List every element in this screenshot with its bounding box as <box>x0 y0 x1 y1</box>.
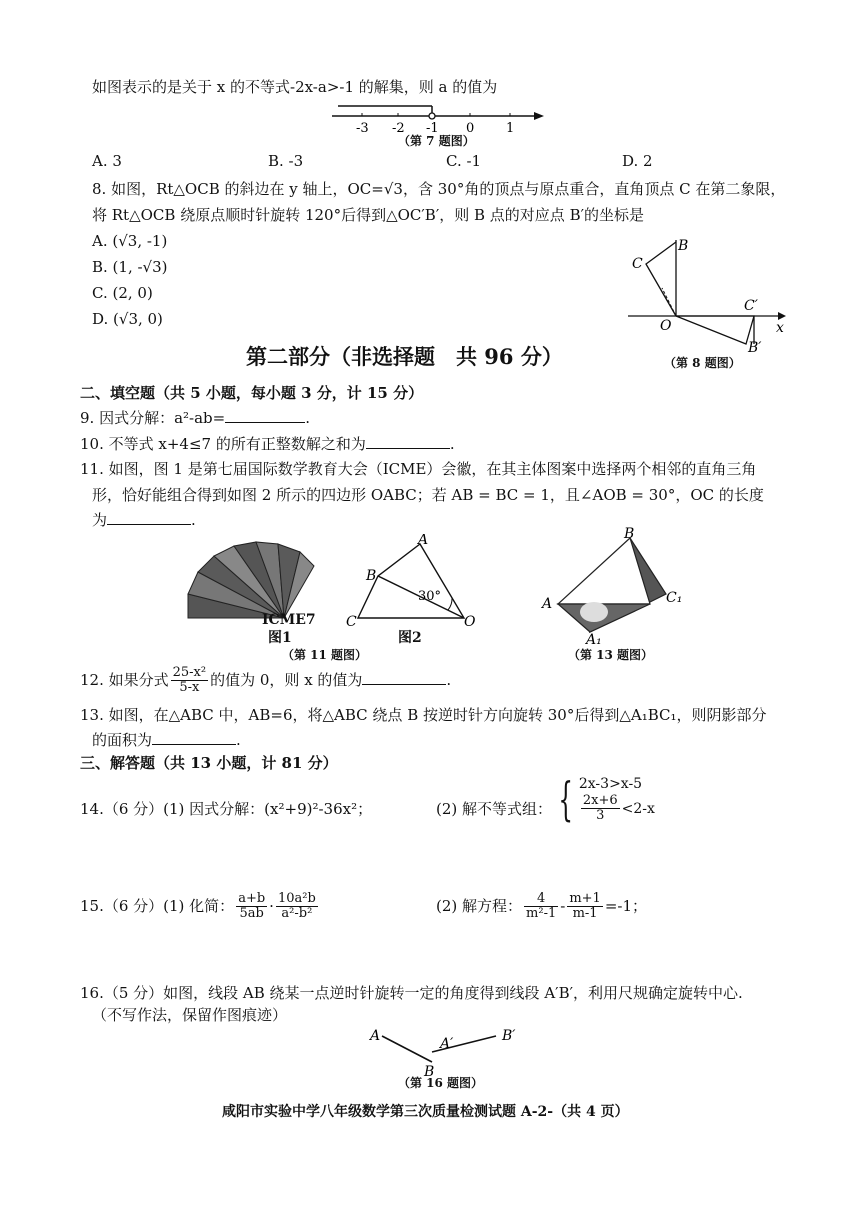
label-b1: B′ <box>748 340 762 356</box>
q15-part2-label: (2) 解方程： <box>436 896 523 915</box>
q9-end: . <box>305 409 310 427</box>
q8-option-a: A. (√3, -1) <box>92 232 168 250</box>
q8-line1: 8. 如图，Rt△OCB 的斜边在 y 轴上，OC=√3，含 30°角的顶点与原点重合，直角顶点 C 在第二象限， <box>92 180 786 198</box>
fraction-1 <box>236 892 267 922</box>
numerator: 4 <box>524 892 558 907</box>
label-o: O <box>464 614 476 630</box>
denominator: 5-x <box>179 680 200 696</box>
section3-heading: 三、解答题（共 13 小题，计 81 分） <box>80 754 338 772</box>
q7-caption: （第 7 题图） <box>398 134 475 148</box>
q16-figure <box>366 1024 536 1078</box>
dot-operator: · <box>269 896 274 915</box>
angle-label: 30° <box>418 589 442 604</box>
label-b: B <box>678 238 689 254</box>
q12-pre: 12. 如果分式 <box>80 670 169 689</box>
q9 <box>80 408 310 428</box>
fraction-2 <box>276 892 318 922</box>
section2-heading: 二、填空题（共 5 小题，每小题 3 分，计 15 分） <box>80 384 424 402</box>
q9-text: 9. 因式分解：a²-ab= <box>80 409 226 427</box>
q7-stem: 如图表示的是关于 x 的不等式-2x-a>-1 的解集，则 a 的值为 <box>92 78 498 96</box>
q7-option-b: B. -3 <box>268 152 304 170</box>
label-a: A <box>542 596 553 612</box>
label-c: C <box>632 256 643 272</box>
q10 <box>80 434 455 454</box>
answer-blank <box>225 408 305 423</box>
q8-line2: 将 Rt△OCB 绕原点顺时针旋转 120°后得到△OC′B′，则 B 点的对应点 B′的坐标是 <box>92 206 644 224</box>
q7-option-a: A. 3 <box>92 152 122 170</box>
q10-end: . <box>449 435 455 453</box>
denominator: 3 <box>596 807 605 823</box>
q13-figure <box>538 524 688 644</box>
q12-end: . <box>446 670 452 689</box>
q12 <box>80 666 451 696</box>
denominator: 5ab <box>239 906 264 922</box>
ineq2-rest: <2-x <box>621 800 655 817</box>
label-a: A <box>418 534 429 548</box>
label-c: C <box>346 614 357 630</box>
q14-part2 <box>436 772 655 826</box>
minus-operator: - <box>560 896 566 915</box>
q7-option-d: D. 2 <box>622 152 653 170</box>
label-b: B <box>424 1064 435 1078</box>
q11-line2: 形，恰好能组合得到如图 2 所示的四边形 OABC；若 AB = BC = 1，且∠AOB = 30°，OC 的长度 <box>92 486 764 504</box>
q13-end: . <box>236 731 241 749</box>
denominator: m²-1 <box>526 906 557 922</box>
label-o: O <box>660 318 672 334</box>
tick-label: 0 <box>466 121 475 136</box>
page-footer: 咸阳市实验中学八年级数学第三次质量检测试题 A-2-（共 4 页） <box>222 1104 629 1120</box>
q15-part1-label: 15.（6 分）(1) 化简： <box>80 896 235 915</box>
q12-fraction <box>171 666 208 696</box>
answer-blank <box>107 510 191 525</box>
label-c1: C₁ <box>666 590 683 606</box>
label-b: B <box>366 568 377 584</box>
q13-line2-text: 的面积为 <box>92 731 153 749</box>
fig1-label: 图1 <box>268 630 292 646</box>
numerator: 25-x² <box>172 665 207 680</box>
q11-line3-text: 为 <box>92 511 108 529</box>
q14-part1: 14.（6 分）(1) 因式分解：(x²+9)²-36x²； <box>80 800 373 818</box>
label-x: x <box>776 320 784 336</box>
q11-end: . <box>191 511 196 529</box>
fraction-3 <box>524 892 558 922</box>
tick-label: 1 <box>506 121 515 136</box>
q7-option-c: C. -1 <box>446 152 482 170</box>
q14-part2-label: (2) 解不等式组： <box>436 800 553 818</box>
part2-title: 第二部分（非选择题 共 96 分） <box>246 344 563 369</box>
numerator: 10a²b <box>277 891 316 906</box>
q16-line1: 16.（5 分）如图，线段 AB 绕某一点逆时针旋转一定的角度得到线段 A′B′，利用尺规确定旋转中心. <box>80 984 743 1002</box>
brace: { <box>558 772 573 826</box>
q8-option-c: C. (2, 0) <box>92 284 153 302</box>
fig2-label: 图2 <box>398 630 422 646</box>
denominator: a²-b² <box>281 906 313 922</box>
label-c1: C′ <box>744 298 758 314</box>
q16-caption: （第 16 题图） <box>398 1076 484 1090</box>
q13-line2 <box>92 730 241 750</box>
q13-caption: （第 13 题图） <box>568 648 654 662</box>
q12-post: 的值为 0，则 x 的值为 <box>210 670 363 689</box>
q10-text: 10. 不等式 x+4≤7 的所有正整数解之和为 <box>80 435 366 453</box>
label-b1: B′ <box>502 1028 516 1044</box>
numerator: 2x+6 <box>582 792 618 808</box>
answer-blank <box>366 434 450 449</box>
q15-part1 <box>80 892 320 922</box>
numerator: a+b <box>238 891 266 906</box>
quadrilateral-oabc <box>340 534 490 634</box>
label-a1: A′ <box>440 1036 454 1052</box>
label-b: B <box>624 526 635 542</box>
q13-line1: 13. 如图，在△ABC 中，AB=6，将△ABC 绕点 B 按逆时针方向旋转 30°后得到△A₁BC₁，则阴影部分 <box>80 706 767 724</box>
tick-label: -1 <box>426 121 439 136</box>
q11-line1: 11. 如图，图 1 是第七届国际数学教育大会（ICME）会徽，在其主体图案中选择两个相邻的直角三角 <box>80 460 757 478</box>
tick-label: -2 <box>392 121 405 136</box>
label-a: A <box>370 1028 381 1044</box>
q8-option-d: D. (√3, 0) <box>92 310 163 328</box>
rhs: =-1； <box>604 896 647 915</box>
answer-blank <box>362 670 446 685</box>
q15-part2 <box>436 892 647 922</box>
label-a1: A₁ <box>586 632 602 644</box>
tick-label: -3 <box>356 121 369 136</box>
q11-caption: （第 11 题图） <box>282 648 368 662</box>
ineq2-fraction <box>581 794 620 824</box>
q8-caption: （第 8 题图） <box>664 356 741 370</box>
q16-line2: （不写作法，保留作图痕迹） <box>92 1006 288 1024</box>
denominator: m-1 <box>572 906 598 922</box>
q8-option-b: B. (1, -√3) <box>92 258 168 276</box>
q8-figure <box>620 232 790 362</box>
numerator: m+1 <box>569 891 601 906</box>
icme-text: ICME7 <box>262 612 316 628</box>
ineq1: 2x-3>x-5 <box>578 776 643 792</box>
fraction-4 <box>567 892 603 922</box>
answer-blank <box>152 730 236 745</box>
q11-line3 <box>92 510 196 530</box>
